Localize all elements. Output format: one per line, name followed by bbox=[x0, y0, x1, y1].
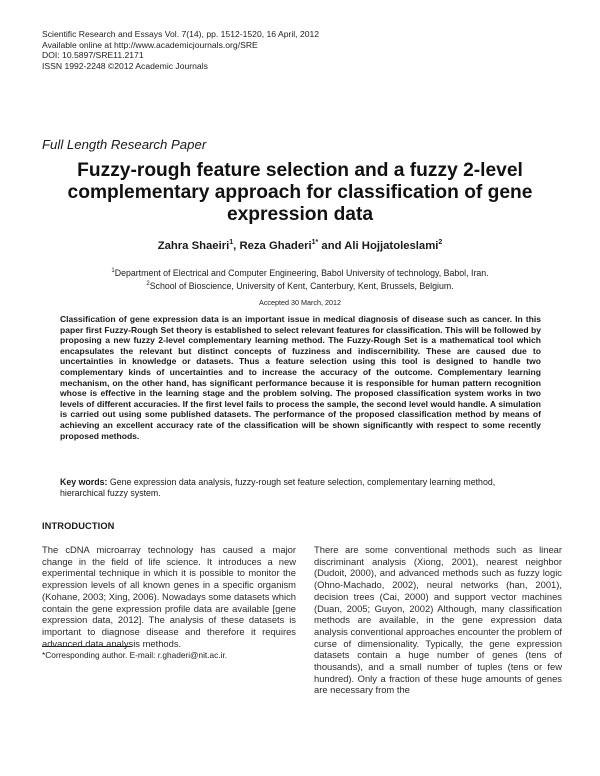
keywords-text: Gene expression data analysis, fuzzy-rough set feature selection, complementary learning method, hierarchical fuzzy system. bbox=[60, 477, 496, 499]
introduction-left-column: The cDNA microarray technology has caused a major change in the field of life science. It introduces a new experimental technique in which it is possible to monitor the expression levels of all known genes in a specific organism (Kohane, 2003; Xing, 2006). Nowadays some datasets which contain the gene expression profile data are available [gene expression data, 2012]. The analysis of these datasets is important to diagnose disease and therefore it requires advanced data analysis methods. bbox=[42, 544, 296, 649]
author-separator: , bbox=[233, 239, 240, 252]
affiliations bbox=[0, 266, 600, 293]
author-name: Reza Ghaderi bbox=[239, 239, 312, 252]
accepted-date: Accepted 30 March, 2012 bbox=[259, 298, 341, 307]
journal-header bbox=[42, 29, 319, 71]
doi: DOI: 10.5897/SRE11.2171 bbox=[42, 50, 144, 61]
paper-title: Fuzzy-rough feature selection and a fuzzy 2-level complementary approach for classification of gene expression data bbox=[67, 160, 533, 225]
affiliation bbox=[0, 266, 600, 279]
footnote-divider bbox=[42, 646, 132, 647]
introduction-right-column: There are some conventional methods such as linear discriminant analysis (Xiong, 2001), nearest neighbor (Dudoit, 2000), and advanced methods such as fuzzy logic (Ohno-Machado, 2002), neural networks (han, 2001), decision trees (Cai, 2000) and support vector machines (Duan, 2005; Guyon, 2002) Although, many classification methods are available, in the gene expression data analysis conventional approaches encounter the problem of curse of dimensionality. Typically, the gene expression datasets contain a huge number of genes (tens of thousands), and a small number of tuples (tens or few hundred). Only a fraction of these huge amounts of genes are necessary from the bbox=[314, 544, 562, 696]
author-name: Ali Hojjatoleslami bbox=[344, 239, 439, 252]
author-affiliation-mark: 1 bbox=[229, 239, 234, 246]
affiliation bbox=[0, 279, 600, 292]
online-availability: Available online at http://www.academicjournals.org/SRE bbox=[42, 39, 258, 50]
author-separator: and bbox=[318, 239, 345, 252]
author-name: Zahra Shaeiri bbox=[157, 239, 230, 252]
affiliation-mark: 2 bbox=[146, 281, 150, 288]
author-affiliation-mark: 1* bbox=[311, 239, 319, 246]
issn: ISSN 1992-2248 ©2012 Academic Journals bbox=[42, 60, 208, 71]
keywords bbox=[60, 477, 541, 500]
section-heading-introduction: INTRODUCTION bbox=[42, 521, 115, 531]
author-affiliation-mark: 2 bbox=[438, 239, 443, 246]
affiliation-mark: 1 bbox=[111, 268, 115, 274]
journal-citation: Scientific Research and Essays Vol. 7(14), pp. 1512-1520, 16 April, 2012 bbox=[42, 29, 320, 39]
paper-type: Full Length Research Paper bbox=[42, 137, 207, 152]
abstract: Classification of gene expression data is an important issue in medical diagnosis of disease such as cancer. In this paper first Fuzzy-Rough Set theory is established to select relevant features for classification. This will be followed by proposing a new fuzzy 2-level complementary learning method. The Fuzzy-Rough Set is a mathematical tool which encapsulates the relevant but distinct concepts of fuzziness and indiscernibility. These are caused due to uncertainties in knowledge or datasets. Thus a feature selection using this tool is designed to handle two complementary kinds of uncertainties and to increase the accuracy of the outcome. Complementary learning mechanism, on the other hand, has significant performance because it is responsible for human pattern recognition whose is effective in the learning stage and the problem solving. The proposed classification system works in two levels of different accuracies. If the first level fails to process the sample, the second level would handle. A simulation is carried out using some published datasets. The performance of the proposed classification method by means of achieving an excellent accuracy rate of the classification will be shown significantly with respect to some recently proposed methods. bbox=[60, 314, 541, 441]
affiliation-text: School of Bioscience, University of Kent, Canterbury, Kent, Brussels, Belgium. bbox=[149, 281, 454, 292]
corresponding-author-footnote: *Corresponding author. E-mail: r.ghaderi@nit.ac.ir. bbox=[42, 650, 228, 660]
keywords-label: Key words: bbox=[60, 477, 108, 487]
author-list bbox=[0, 239, 600, 252]
affiliation-text: Department of Electrical and Computer Engineering, Babol University of technology, Babol, Iran. bbox=[114, 267, 489, 278]
